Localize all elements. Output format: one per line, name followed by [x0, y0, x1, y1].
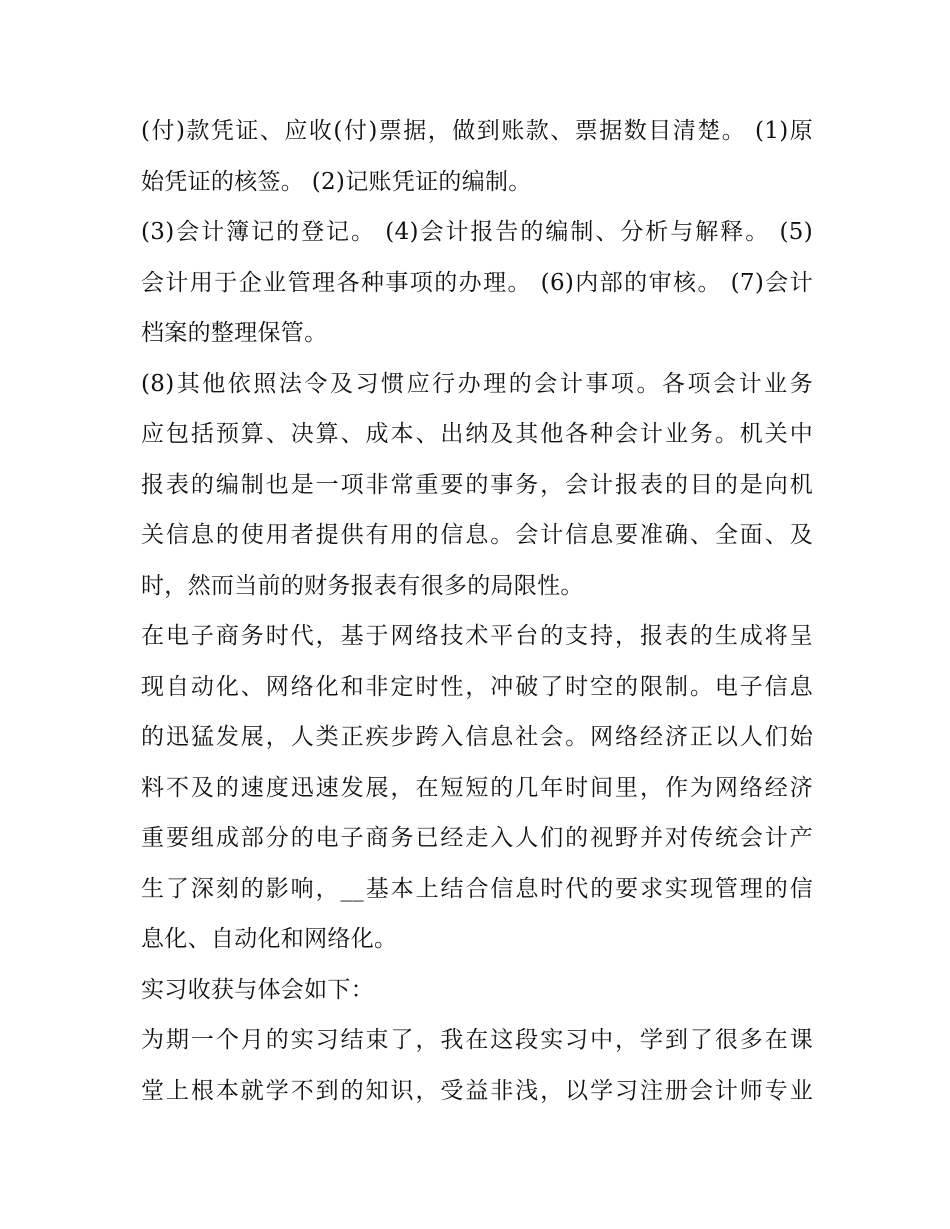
- text-line: 堂上根本就学不到的知识，受益非浅，以学习注册会计师专业: [141, 1077, 813, 1104]
- text-line: 关信息的使用者提供有用的信息。会计信息要准确、全面、及: [141, 522, 813, 548]
- text-line: 现自动化、网络化和非定时性，冲破了时空的限制。电子信息: [141, 673, 813, 700]
- text-line: 时，然而当前的财务报表有很多的局限性。: [141, 572, 584, 599]
- text-line: 息化、自动化和网络化。: [141, 926, 398, 952]
- text-line: 在电子商务时代，基于网络技术平台的支持，报表的生成将呈: [141, 623, 813, 649]
- body-text: [141, 110, 813, 1120]
- text-line: 生了深刻的影响，__基本上结合信息时代的要求实现管理的信: [141, 875, 813, 902]
- text-line: 报表的编制也是一项非常重要的事务，会计报表的目的是向机: [141, 471, 813, 498]
- text-line: 应包括预算、决算、成本、出纳及其他各种会计业务。机关中: [141, 421, 813, 447]
- text-line: 始凭证的核签。 (2)记账凭证的编制。: [141, 168, 532, 195]
- text-line: (8)其他依照法令及习惯应行办理的会计事项。各项会计业务: [141, 370, 813, 397]
- text-line: 实习收获与体会如下：: [141, 976, 374, 1003]
- text-line: 的迅猛发展，人类正疾步跨入信息社会。网络经济正以人们始: [141, 724, 813, 750]
- text-line: 重要组成部分的电子商务已经走入人们的视野并对传统会计产: [141, 825, 813, 851]
- text-line: 会计用于企业管理各种事项的办理。 (6)内部的审核。 (7)会计: [141, 269, 813, 296]
- text-line: (付)款凭证、应收(付)票据，做到账款、票据数目清楚。 (1)原: [141, 118, 813, 144]
- text-line: 为期一个月的实习结束了，我在这段实习中，学到了很多在课: [141, 1027, 813, 1053]
- text-line: 料不及的速度迅速发展，在短短的几年时间里，作为网络经济: [141, 774, 813, 801]
- text-line: 档案的整理保管。: [141, 320, 328, 346]
- text-line: (3)会计簿记的登记。 (4)会计报告的编制、分析与解释。 (5): [141, 219, 813, 245]
